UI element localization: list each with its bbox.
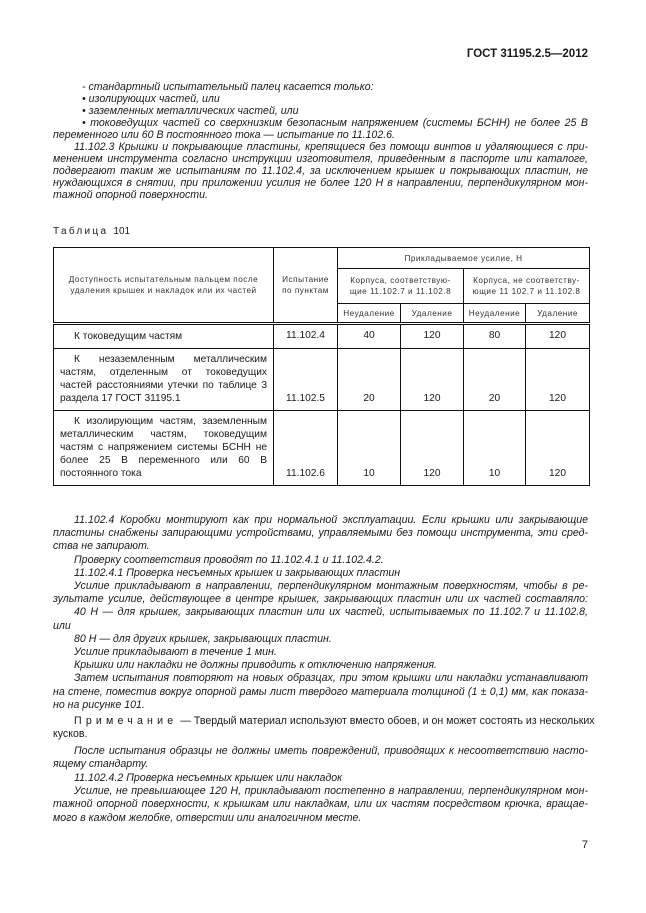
text-line: менением инструмента согласно инструкции изготовителя, приведенным в паспорте или каталоге, bbox=[53, 153, 588, 165]
subheader-non-removal-2: Неудаление bbox=[464, 304, 526, 324]
text-line: Усилие, не превышающее 120 Н, прикладывают постепенно в направлении, перпендикулярном мон- bbox=[74, 784, 588, 797]
cell-force-value: 10 bbox=[464, 411, 526, 486]
text-line: переменного или 60 В постоянного тока — испытание по 11.102.6. bbox=[53, 129, 395, 141]
header-group-noncompliant: Корпуса, не соответству-ющие 11 102.7 и 11.102.8 bbox=[464, 269, 590, 304]
subheader-removal-1: Удаление bbox=[401, 304, 464, 324]
text-line: Усилие прикладывают в течение 1 мин. bbox=[74, 646, 277, 658]
text-line: 11.102.3 Крышки и покрывающие пластины, крепящиеся без помощи винтов и удаляющиеся с при- bbox=[74, 141, 588, 153]
text-line: тажной опорной поверхности, к крышкам или накладкам, или их частям посредством крючка, вращае- bbox=[53, 798, 588, 811]
text-line: пластины снабжены запирающими устройствами, управляемыми без помощи инструмента, эти сред- bbox=[53, 527, 588, 540]
cell-test-clause: 11.102.6 bbox=[274, 411, 338, 486]
cell-force-value: 80 bbox=[464, 324, 526, 349]
text-line: нуждающихся в снятии, при приложении усилия не более 120 Н в направлении, перпендикулярном мон- bbox=[53, 177, 588, 189]
text-line: ства не запирают. bbox=[53, 540, 150, 553]
text-line: 11.102.4 Коробки монтируют как при нормальной эксплуатации. Если крышки или закрывающие bbox=[74, 514, 588, 526]
cell-test-clause: 11.102.5 bbox=[274, 349, 338, 411]
text-line: ящему стандарту. bbox=[53, 758, 149, 771]
cell-force-value: 120 bbox=[526, 324, 590, 349]
cell-force-value: 120 bbox=[401, 411, 464, 486]
text-line: • токоведущих частей со сверхнизким безопасным напряжением (системы БСНН) не более 25 В bbox=[82, 117, 588, 129]
note-text: — Твердый материал используют вместо обоев, и он может состоять из нескольких bbox=[180, 715, 595, 727]
cell-force-value: 120 bbox=[401, 349, 464, 411]
text-line: После испытания образцы не должны иметь повреждений, приводящих к несоответствию насто- bbox=[74, 745, 588, 757]
text-line: 40 Н — для крышек, закрывающих пластин или их частей, испытываемых по 11.102.7 и 11.102.8, bbox=[74, 606, 588, 619]
cell-access: К изолирующим частям, заземленным металлическим частям, токоведущим частям с напряжением системы БСНН не более 25 В переменного или 60 В постоянного тока bbox=[54, 411, 274, 486]
document-header: ГОСТ 31195.2.5—2012 bbox=[466, 48, 588, 60]
table-header-row bbox=[54, 248, 590, 269]
table-row bbox=[54, 349, 590, 411]
text-line: но на рисунке 101. bbox=[53, 698, 145, 711]
cell-force-value: 120 bbox=[526, 349, 590, 411]
table-row bbox=[54, 324, 590, 349]
table-caption bbox=[53, 226, 130, 237]
note-label: Примечание bbox=[74, 715, 178, 727]
subheader-non-removal-1: Неудаление bbox=[338, 304, 401, 324]
text-line: или bbox=[53, 619, 71, 632]
note-continuation: кусков. bbox=[53, 728, 88, 740]
table-caption-word: Таблица bbox=[53, 226, 109, 237]
page-number: 7 bbox=[581, 839, 588, 851]
cell-access: К токоведущим частям bbox=[54, 324, 274, 349]
cell-force-value: 120 bbox=[401, 324, 464, 349]
cell-force-value: 120 bbox=[526, 411, 590, 486]
note bbox=[74, 715, 595, 727]
text-line: Усилие прикладывают в направлении, перпендикулярном монтажным поверхностям, чтобы в ре- bbox=[74, 580, 588, 592]
header-group-compliant: Корпуса, соответствую-щие 11.102.7 и 11.102.8 bbox=[338, 269, 464, 304]
cell-access: К незаземленным металлическим частям, отделенным от токоведущих частей расстояниями утечки по таблице 3 раздела 17 ГОСТ 31195.1 bbox=[54, 349, 274, 411]
cell-test-clause: 11.102.4 bbox=[274, 324, 338, 349]
header-force: Прикладываемое усилие, Н bbox=[338, 248, 590, 269]
text-line: на стене, поместив вокруг опорной рамы лист твердого материала толщиной (1 ± 0,1) мм, как показа- bbox=[53, 685, 588, 698]
text-line: зультате усилие, действующее в центре крышек, закрывающих пластин или их частей составляло: bbox=[53, 593, 588, 606]
text-line: • заземленных металлических частей, или bbox=[82, 105, 299, 117]
table-caption-number: 101 bbox=[113, 226, 131, 237]
text-line: Затем испытания повторяют на новых образцах, при этом крышки или накладки устанавливают bbox=[74, 672, 588, 685]
text-line: 11.102.4.1 Проверка несъемных крышек и закрывающих пластин bbox=[74, 566, 401, 579]
table-101 bbox=[53, 247, 590, 486]
text-line: - стандартный испытательный палец касается только: bbox=[82, 81, 374, 93]
text-line: тажной опорной поверхности. bbox=[53, 189, 208, 201]
header-test: Испытание по пунктам bbox=[274, 248, 338, 324]
text-line: мого в каждом желобке, отверстии или аналогичном месте. bbox=[53, 811, 362, 824]
text-line: Крышки или накладки не должны приводить к отключению напряжения. bbox=[74, 659, 437, 672]
cell-force-value: 40 bbox=[338, 324, 401, 349]
text-line: • изолирующих частей, или bbox=[82, 93, 220, 105]
subheader-removal-2: Удаление bbox=[526, 304, 590, 324]
header-access: Доступность испытательным пальцем после удаления крышек и накладок или их частей bbox=[54, 248, 274, 324]
text-line: 80 Н — для других крышек, закрывающих пластин. bbox=[74, 632, 332, 645]
table-row bbox=[54, 411, 590, 486]
cell-force-value: 20 bbox=[338, 349, 401, 411]
cell-force-value: 10 bbox=[338, 411, 401, 486]
text-line: Проверку соответствия проводят по 11.102.4.1 и 11.102.4.2. bbox=[74, 553, 384, 566]
text-line: подвергают таким же испытаниям по 11.102.4, за исключением крышек и покрывающих пластин, не bbox=[53, 165, 588, 177]
text-line: 11.102.4.2 Проверка несъемных крышек или накладок bbox=[74, 771, 343, 784]
cell-force-value: 20 bbox=[464, 349, 526, 411]
